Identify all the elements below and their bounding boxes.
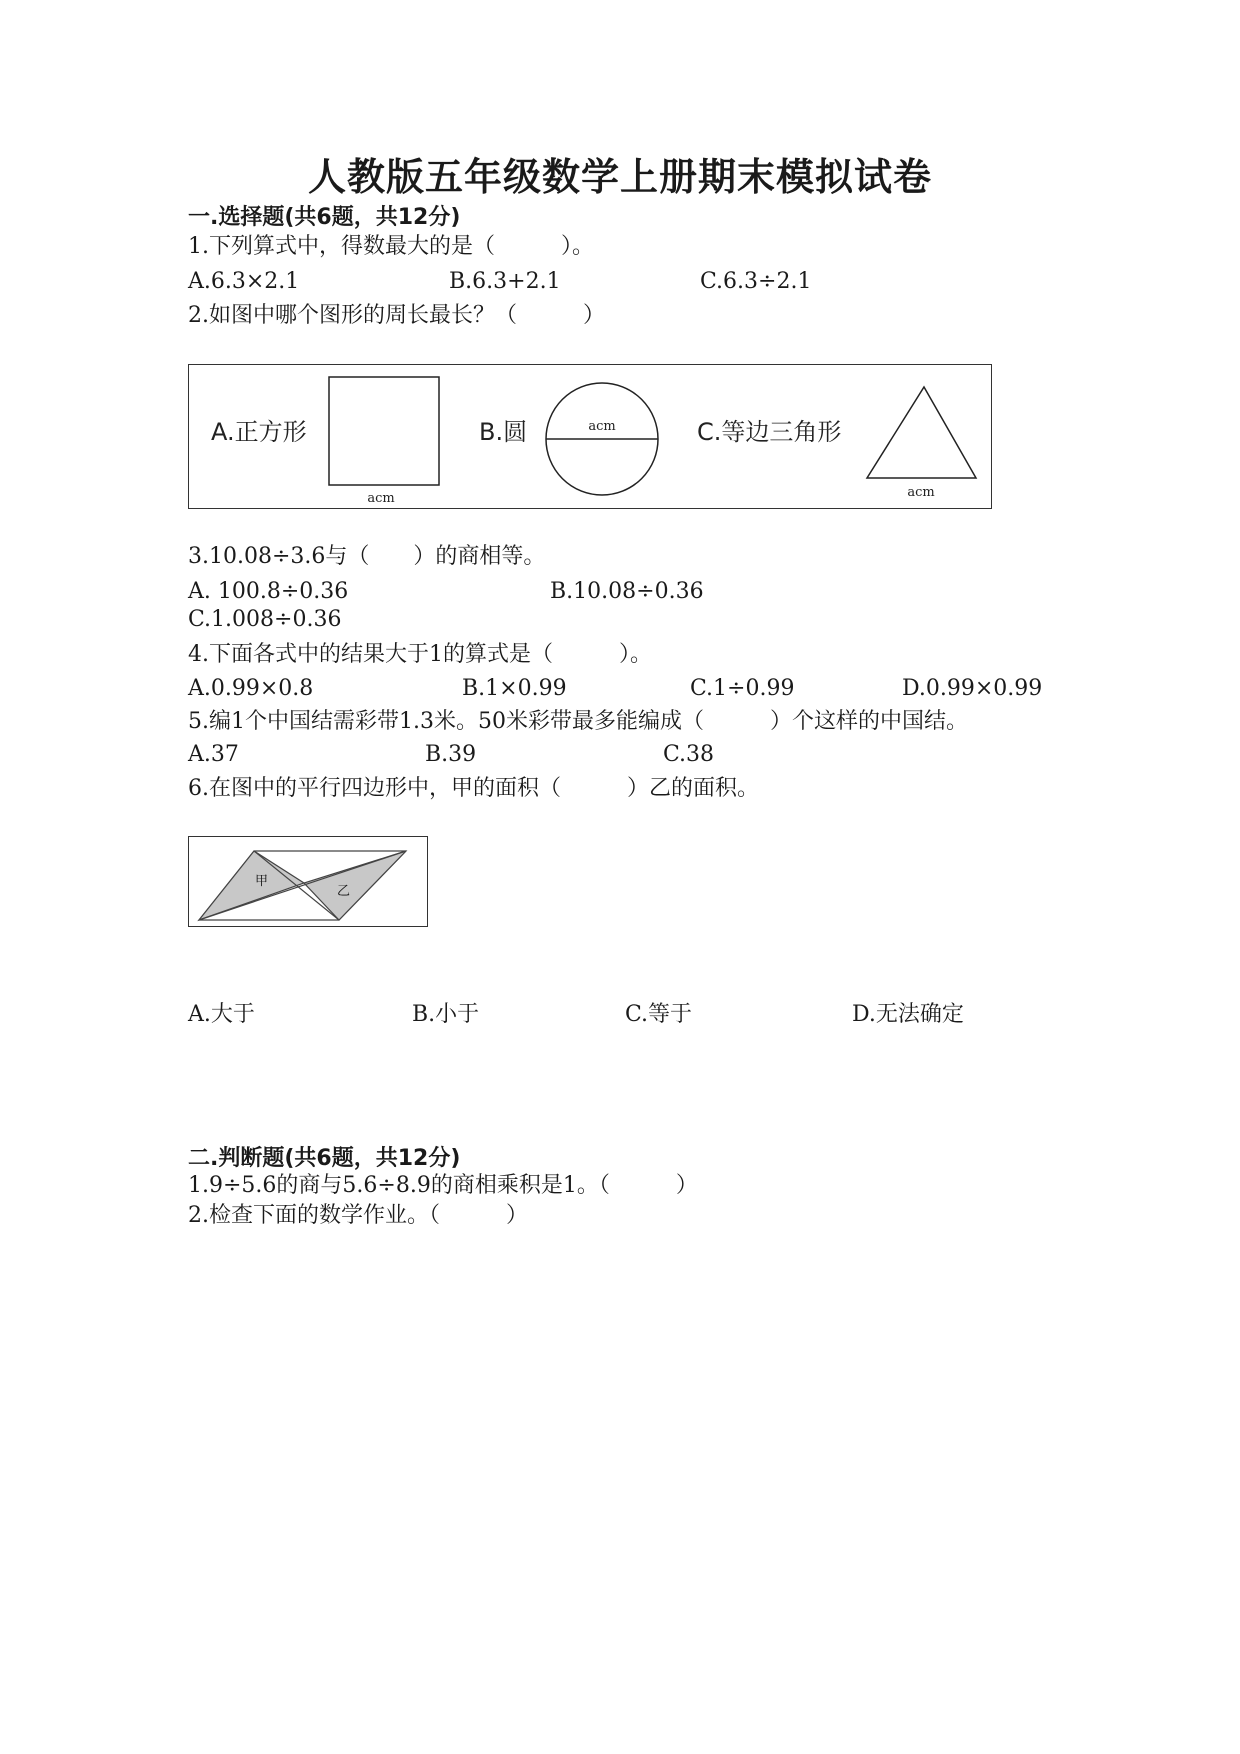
triangle-unit-label: acm [907, 485, 935, 500]
judgement-question-1: 1.9÷5.6的商与5.6÷8.9的商相乘积是1。（ ） [188, 1173, 698, 1198]
q3-option-c: C.1.008÷0.36 [188, 607, 342, 632]
triangle-shape [867, 387, 976, 478]
q6-option-b: B.小于 [412, 1002, 480, 1027]
q1-option-b: B.6.3+2.1 [449, 269, 561, 294]
q3-option-b: B.10.08÷0.36 [550, 579, 704, 604]
question-4: 4.下面各式中的结果大于1的算式是（ ）。 [188, 642, 652, 667]
question-6: 6.在图中的平行四边形中，甲的面积（ ）乙的面积。 [188, 776, 759, 801]
square-shape [329, 377, 439, 485]
section-heading-judgement: 二.判断题(共6题，共12分) [188, 1146, 461, 1171]
label-circle: B.圆 [479, 418, 528, 446]
label-yi: 乙 [337, 884, 351, 899]
question-1: 1.下列算式中，得数最大的是（ ）。 [188, 234, 594, 259]
q3-option-a: A. 100.8÷0.36 [188, 579, 349, 604]
q4-option-a: A.0.99×0.8 [188, 676, 314, 701]
square-unit-label: acm [367, 491, 395, 506]
question-3: 3.10.08÷3.6与（ ）的商相等。 [188, 544, 546, 569]
q2-figure [188, 364, 992, 509]
q5-option-c: C.38 [663, 742, 715, 767]
triangle-jia [199, 851, 304, 920]
q4-option-b: B.1×0.99 [462, 676, 567, 701]
question-2: 2.如图中哪个图形的周长最长？（ ） [188, 303, 605, 328]
q6-option-d: D.无法确定 [852, 1002, 964, 1027]
q4-option-c: C.1÷0.99 [690, 676, 795, 701]
label-triangle: C.等边三角形 [697, 418, 842, 446]
question-5: 5.编1个中国结需彩带1.3米。50米彩带最多能编成（ ）个这样的中国结。 [188, 709, 968, 734]
section-heading-choice: 一.选择题(共6题，共12分) [188, 205, 461, 230]
label-jia: 甲 [255, 874, 269, 889]
q1-option-c: C.6.3÷2.1 [700, 269, 812, 294]
circle-unit-label: acm [588, 419, 616, 434]
page-title: 人教版五年级数学上册期末模拟试卷 [307, 154, 932, 199]
q6-option-a: A.大于 [188, 1002, 255, 1027]
judgement-question-2: 2.检查下面的数学作业。（ ） [188, 1203, 528, 1228]
q1-option-a: A.6.3×2.1 [188, 269, 300, 294]
q5-option-a: A.37 [188, 742, 239, 767]
label-square: A.正方形 [211, 418, 307, 446]
q5-option-b: B.39 [425, 742, 477, 767]
q6-figure [188, 836, 428, 927]
q4-option-d: D.0.99×0.99 [902, 676, 1043, 701]
triangle-yi [304, 851, 406, 920]
q6-option-c: C.等于 [625, 1002, 693, 1027]
